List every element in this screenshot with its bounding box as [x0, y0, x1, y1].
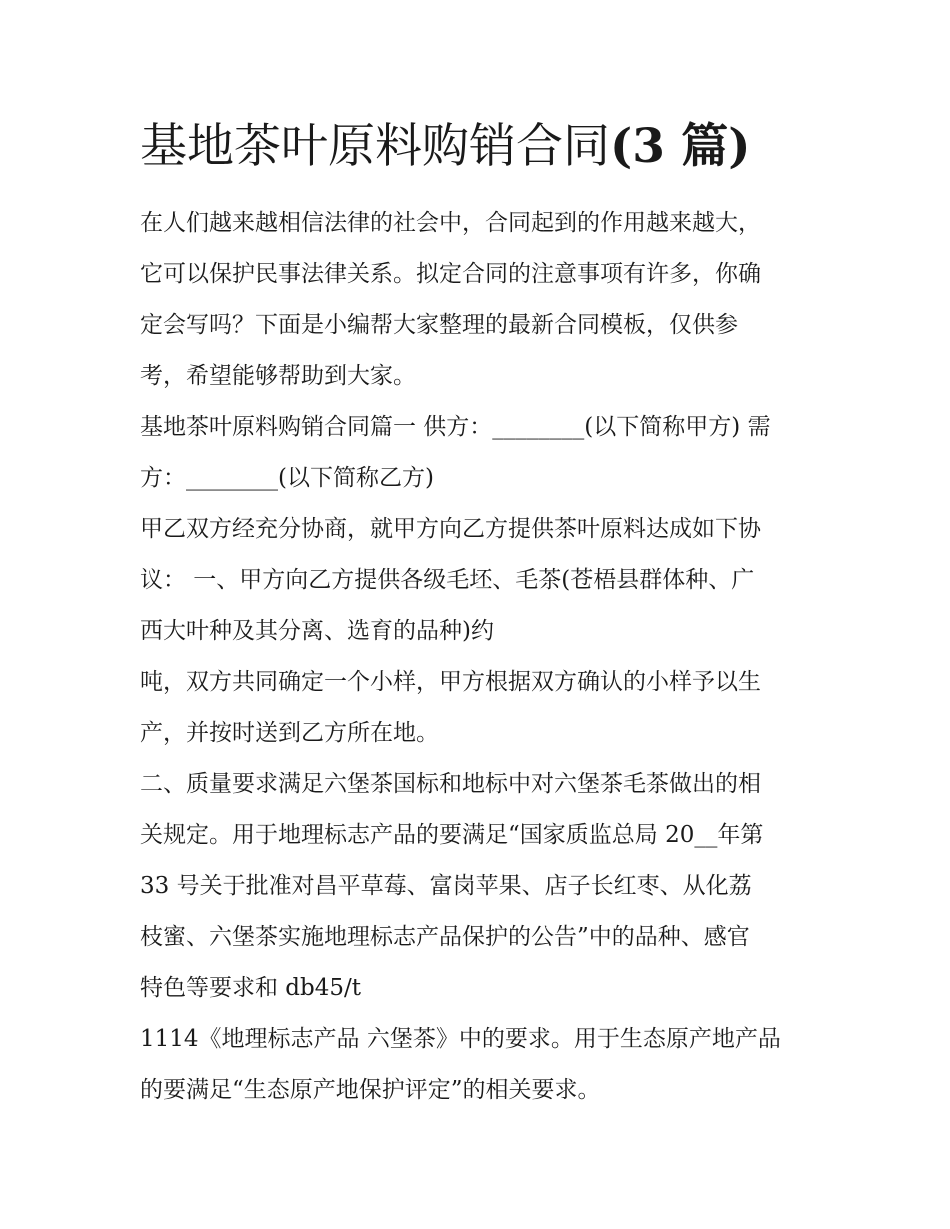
document-page [140, 112, 830, 1116]
paragraph-line: 特色等要求和 db45/t [140, 975, 362, 1001]
paragraph-line: 甲乙双方经充分协商，就甲方向乙方提供茶叶原料达成如下协 [140, 516, 761, 542]
paragraph-line: 关规定。用于地理标志产品的要满足“国家质监总局 20__年第 [140, 822, 764, 848]
paragraph-line: 方：________(以下简称乙方) [140, 465, 434, 491]
paragraph-line: 在人们越来越相信法律的社会中，合同起到的作用越来越大， [140, 210, 761, 236]
document-title [140, 112, 830, 182]
title-suffix: (3 篇) [610, 119, 751, 174]
paragraph-line: 西大叶种及其分离、选育的品种)约 [140, 618, 494, 644]
paragraph [140, 657, 830, 759]
paragraph-line: 枝蜜、六堡茶实施地理标志产品保护的公告”中的品种、感官 [140, 924, 750, 950]
paragraph-line: 吨，双方共同确定一个小样，甲方根据双方确认的小样予以生 [140, 669, 761, 695]
paragraph-line: 基地茶叶原料购销合同篇一 供方：________(以下简称甲方) 需 [140, 414, 771, 440]
title-main: 基地茶叶原料购销合同 [140, 119, 610, 174]
paragraph [140, 759, 830, 1014]
paragraph-line: 它可以保护民事法律关系。拟定合同的注意事项有许多，你确 [140, 261, 761, 287]
paragraph-line: 考，希望能够帮助到大家。 [140, 363, 416, 389]
paragraph-line: 1114《地理标志产品 六堡茶》中的要求。用于生态原产地产品 [140, 1026, 781, 1052]
paragraph [140, 1014, 830, 1116]
paragraph [140, 402, 830, 504]
paragraph-line: 议： 一、甲方向乙方提供各级毛坯、毛茶(苍梧县群体种、广 [140, 567, 755, 593]
paragraph [140, 504, 830, 657]
paragraph-line: 二、质量要求满足六堡茶国标和地标中对六堡茶毛茶做出的相 [140, 771, 761, 797]
paragraph-line: 产，并按时送到乙方所在地。 [140, 720, 439, 746]
paragraph-line: 定会写吗？下面是小编帮大家整理的最新合同模板，仅供参 [140, 312, 738, 338]
paragraph-line: 33 号关于批准对昌平草莓、富岗苹果、店子长红枣、从化荔 [140, 873, 752, 899]
document-body [140, 198, 830, 1116]
paragraph-line: 的要满足“生态原产地保护评定”的相关要求。 [140, 1077, 601, 1103]
paragraph [140, 198, 830, 402]
